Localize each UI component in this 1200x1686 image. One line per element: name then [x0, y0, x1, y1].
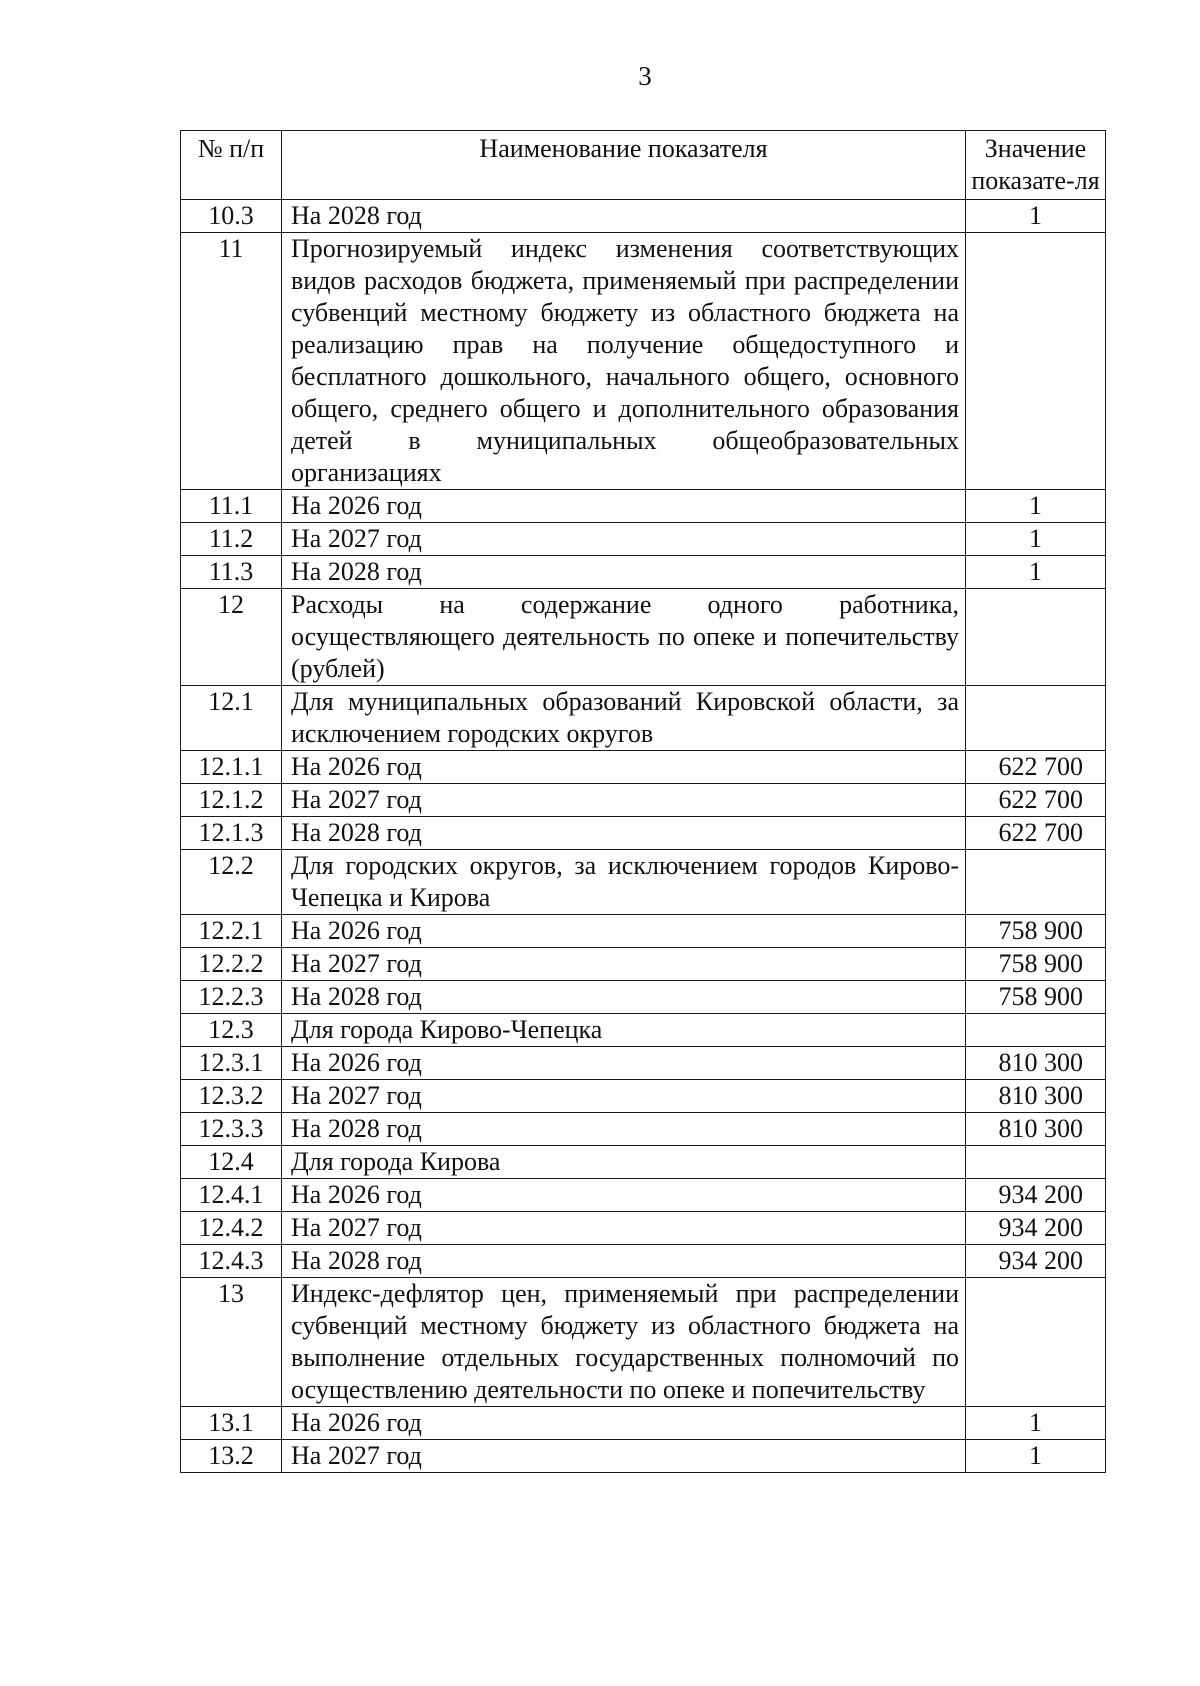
row-indicator-value [966, 850, 1106, 915]
header-indicator-name: Наименование показателя [282, 131, 966, 200]
table-row [181, 589, 1106, 686]
row-indicator-value: 1 [966, 1407, 1106, 1440]
row-indicator-value: 810 300 [966, 1047, 1106, 1080]
row-indicator-name: На 2027 год [282, 1080, 966, 1113]
row-indicator-value: 934 200 [966, 1245, 1106, 1278]
row-indicator-value: 1 [966, 490, 1106, 523]
header-indicator-value: Значение показате-ля [966, 131, 1106, 200]
row-indicator-name: На 2026 год [282, 1407, 966, 1440]
table-row [181, 751, 1106, 784]
row-number: 11 [181, 233, 282, 490]
row-indicator-value [966, 1014, 1106, 1047]
row-number: 12.2.3 [181, 981, 282, 1014]
row-indicator-name: На 2027 год [282, 948, 966, 981]
row-indicator-value: 622 700 [966, 784, 1106, 817]
table-row [181, 817, 1106, 850]
row-number: 12 [181, 589, 282, 686]
row-number: 12.2.1 [181, 915, 282, 948]
row-indicator-value: 934 200 [966, 1179, 1106, 1212]
row-indicator-value: 810 300 [966, 1113, 1106, 1146]
row-number: 13 [181, 1278, 282, 1407]
row-indicator-value: 934 200 [966, 1212, 1106, 1245]
row-number: 12.3.1 [181, 1047, 282, 1080]
row-indicator-name: На 2027 год [282, 1212, 966, 1245]
table-row [181, 556, 1106, 589]
row-number: 12.4.1 [181, 1179, 282, 1212]
table-row [181, 523, 1106, 556]
row-number: 12.1 [181, 686, 282, 751]
row-indicator-value: 1 [966, 1440, 1106, 1473]
row-indicator-name: На 2026 год [282, 915, 966, 948]
row-indicator-name: На 2028 год [282, 1245, 966, 1278]
row-indicator-value [966, 589, 1106, 686]
row-indicator-value: 1 [966, 200, 1106, 233]
table-row [181, 200, 1106, 233]
row-indicator-name: На 2026 год [282, 490, 966, 523]
row-indicator-name: На 2027 год [282, 784, 966, 817]
row-indicator-value [966, 1278, 1106, 1407]
row-indicator-name: Для города Кирова [282, 1146, 966, 1179]
table-body [181, 200, 1106, 1473]
page-number: 3 [638, 61, 652, 91]
row-indicator-value: 622 700 [966, 751, 1106, 784]
row-indicator-value [966, 1146, 1106, 1179]
table-row [181, 490, 1106, 523]
table-row [181, 915, 1106, 948]
row-indicator-name: На 2027 год [282, 523, 966, 556]
row-indicator-name: Расходы на содержание одного работника, осуществляющего деятельность по опеке и попечительству (рублей) [282, 589, 966, 686]
table-row [181, 948, 1106, 981]
table-row [181, 686, 1106, 751]
row-indicator-name: Индекс-дефлятор цен, применяемый при распределении субвенций местному бюджету из областного бюджета на выполнение отдельных государственных полномочий по осуществлению деятельности по опеке и попечительству [282, 1278, 966, 1407]
table-row [181, 1212, 1106, 1245]
table-row [181, 1245, 1106, 1278]
row-indicator-value: 758 900 [966, 915, 1106, 948]
row-indicator-value: 810 300 [966, 1080, 1106, 1113]
row-indicator-value: 1 [966, 523, 1106, 556]
row-number: 13.2 [181, 1440, 282, 1473]
row-number: 12.3 [181, 1014, 282, 1047]
row-indicator-value [966, 686, 1106, 751]
row-indicator-name: На 2028 год [282, 1113, 966, 1146]
row-number: 11.1 [181, 490, 282, 523]
row-indicator-name: На 2026 год [282, 751, 966, 784]
row-indicator-name: На 2028 год [282, 981, 966, 1014]
row-number: 11.2 [181, 523, 282, 556]
row-indicator-name: На 2027 год [282, 1440, 966, 1473]
table-row [181, 1440, 1106, 1473]
row-number: 12.2.2 [181, 948, 282, 981]
row-indicator-name: Для муниципальных образований Кировской области, за исключением городских округов [282, 686, 966, 751]
row-indicator-value: 622 700 [966, 817, 1106, 850]
table-row [181, 1179, 1106, 1212]
row-indicator-name: Прогнозируемый индекс изменения соответствующих видов расходов бюджета, применяемый при распределении субвенций местному бюджету из областного бюджета на реализацию прав на получение общедоступного и бесплатного дошкольного, начального общего, основного общего, среднего общего и дополнительного образования детей в муниципальных общеобразовательных организациях [282, 233, 966, 490]
row-number: 12.1.3 [181, 817, 282, 850]
table-row [181, 1014, 1106, 1047]
row-indicator-value [966, 233, 1106, 490]
table-row [181, 981, 1106, 1014]
row-number: 12.4.3 [181, 1245, 282, 1278]
table-row [181, 1113, 1106, 1146]
row-indicator-name: Для города Кирово-Чепецка [282, 1014, 966, 1047]
table-row [181, 1080, 1106, 1113]
table-row [181, 1146, 1106, 1179]
row-indicator-name: На 2028 год [282, 817, 966, 850]
row-indicator-value: 1 [966, 556, 1106, 589]
table-row [181, 850, 1106, 915]
table-row [181, 1047, 1106, 1080]
row-indicator-name: На 2026 год [282, 1179, 966, 1212]
row-number: 13.1 [181, 1407, 282, 1440]
row-indicator-name: На 2028 год [282, 200, 966, 233]
row-indicator-name: На 2028 год [282, 556, 966, 589]
row-number: 11.3 [181, 556, 282, 589]
row-indicator-value: 758 900 [966, 981, 1106, 1014]
header-number: № п/п [181, 131, 282, 200]
row-number: 12.2 [181, 850, 282, 915]
row-number: 12.1.2 [181, 784, 282, 817]
row-indicator-name: Для городских округов, за исключением городов Кирово-Чепецка и Кирова [282, 850, 966, 915]
row-number: 12.4 [181, 1146, 282, 1179]
row-indicator-value: 758 900 [966, 948, 1106, 981]
table-row [181, 784, 1106, 817]
row-number: 12.3.2 [181, 1080, 282, 1113]
row-number: 12.4.2 [181, 1212, 282, 1245]
table-row [181, 233, 1106, 490]
row-number: 10.3 [181, 200, 282, 233]
row-indicator-name: На 2026 год [282, 1047, 966, 1080]
table-row [181, 1278, 1106, 1407]
table-row [181, 1407, 1106, 1440]
table-header-row [181, 131, 1106, 200]
indicators-table [180, 130, 1106, 1473]
row-number: 12.3.3 [181, 1113, 282, 1146]
row-number: 12.1.1 [181, 751, 282, 784]
